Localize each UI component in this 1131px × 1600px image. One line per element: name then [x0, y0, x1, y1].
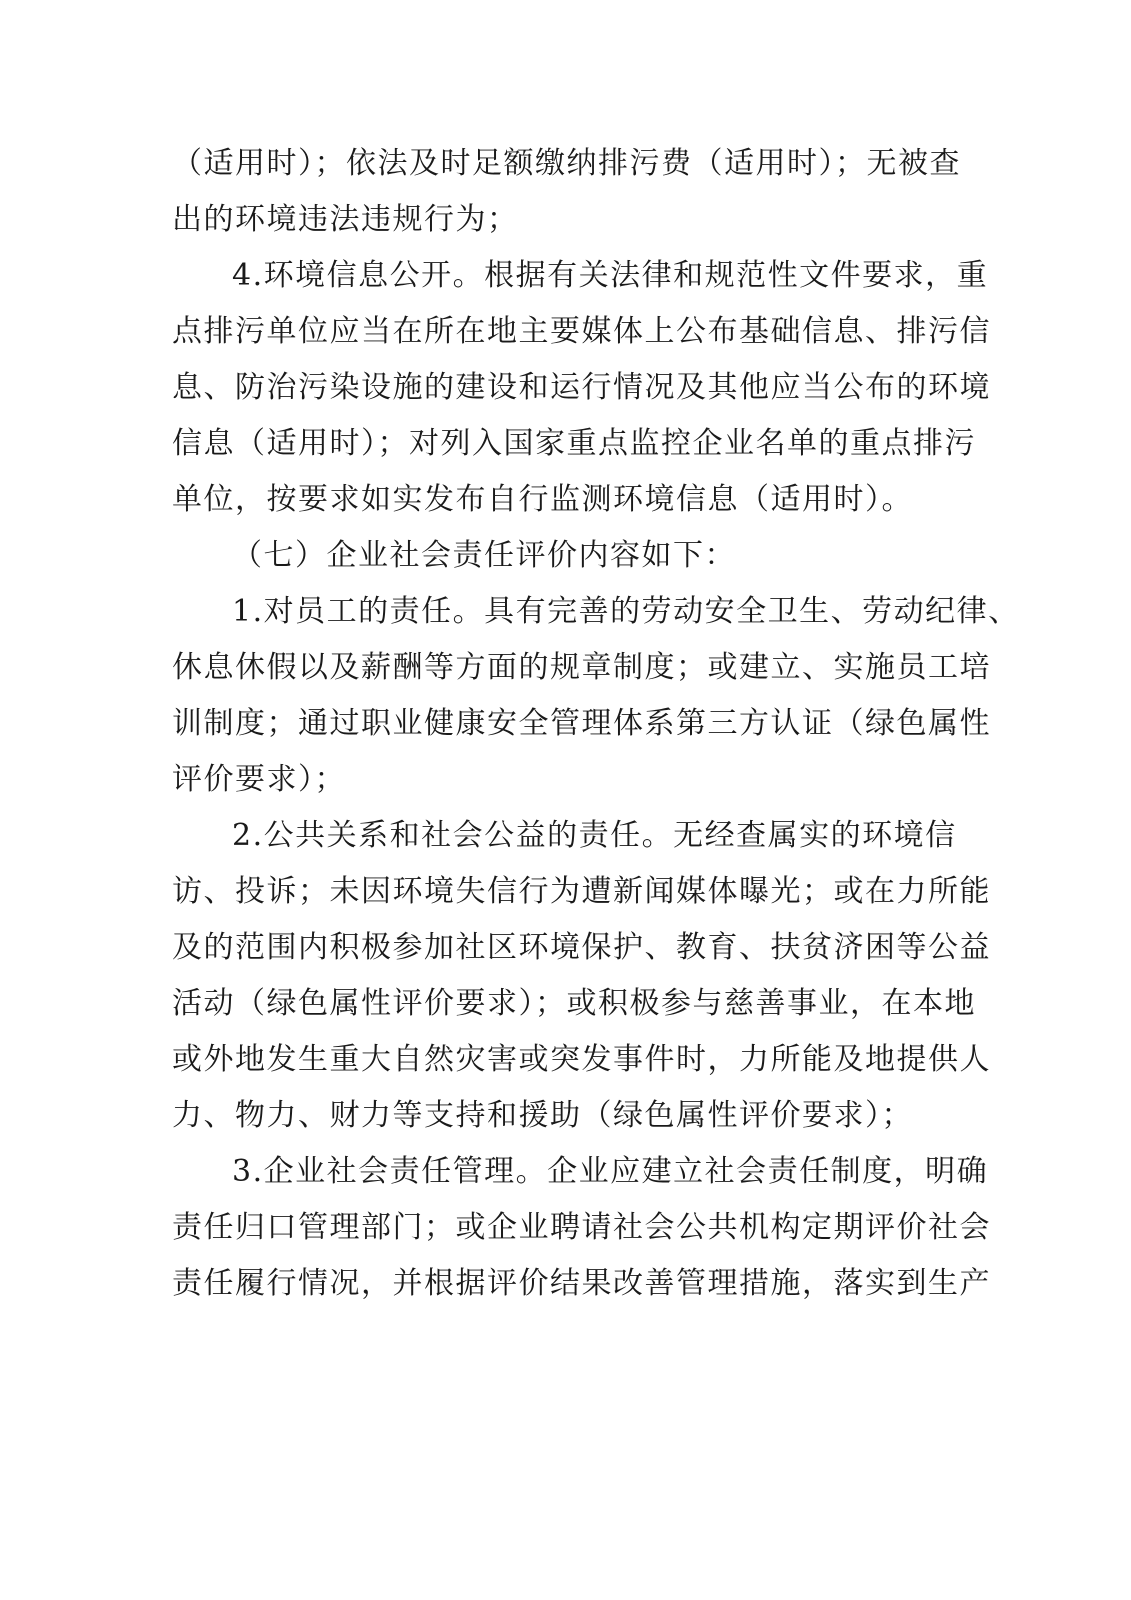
- section-heading: （七）企业社会责任评价内容如下：: [232, 538, 736, 573]
- text-line: （适用时）；依法及时足额缴纳排污费（适用时）；无被查: [172, 146, 961, 181]
- body-text: [172, 136, 1020, 1312]
- text-line: 责任履行情况，并根据评价结果改善管理措施，落实到生产: [172, 1266, 991, 1301]
- text-line: 2.公共关系和社会公益的责任。无经查属实的环境信: [232, 818, 957, 853]
- text-line: 活动（绿色属性评价要求）；或积极参与慈善事业，在本地: [172, 986, 976, 1021]
- text-line: 出的环境违法违规行为；: [172, 202, 519, 237]
- text-line: 息、防治污染设施的建设和运行情况及其他应当公布的环境: [172, 370, 991, 405]
- text-line: 或外地发生重大自然灾害或突发事件时，力所能及地提供人: [172, 1042, 991, 1077]
- text-line: 训制度；通过职业健康安全管理体系第三方认证（绿色属性: [172, 706, 991, 741]
- text-line: 信息（适用时）；对列入国家重点监控企业名单的重点排污: [172, 426, 976, 461]
- text-line: 1.对员工的责任。具有完善的劳动安全卫生、劳动纪律、: [232, 594, 1020, 629]
- text-line: 休息休假以及薪酬等方面的规章制度；或建立、实施员工培: [172, 650, 991, 685]
- text-line: 评价要求）；: [172, 762, 346, 797]
- text-line: 4.环境信息公开。根据有关法律和规范性文件要求，重: [232, 258, 989, 293]
- text-line: 及的范围内积极参加社区环境保护、教育、扶贫济困等公益: [172, 930, 991, 965]
- text-line: 访、投诉；未因环境失信行为遭新闻媒体曝光；或在力所能: [172, 874, 991, 909]
- text-line: 责任归口管理部门；或企业聘请社会公共机构定期评价社会: [172, 1210, 991, 1245]
- text-line: 力、物力、财力等支持和援助（绿色属性评价要求）；: [172, 1098, 913, 1133]
- text-line: 3.企业社会责任管理。企业应建立社会责任制度，明确: [232, 1154, 989, 1189]
- text-line: 点排污单位应当在所在地主要媒体上公布基础信息、排污信: [172, 314, 991, 349]
- text-line: 单位，按要求如实发布自行监测环境信息（适用时）。: [172, 482, 913, 517]
